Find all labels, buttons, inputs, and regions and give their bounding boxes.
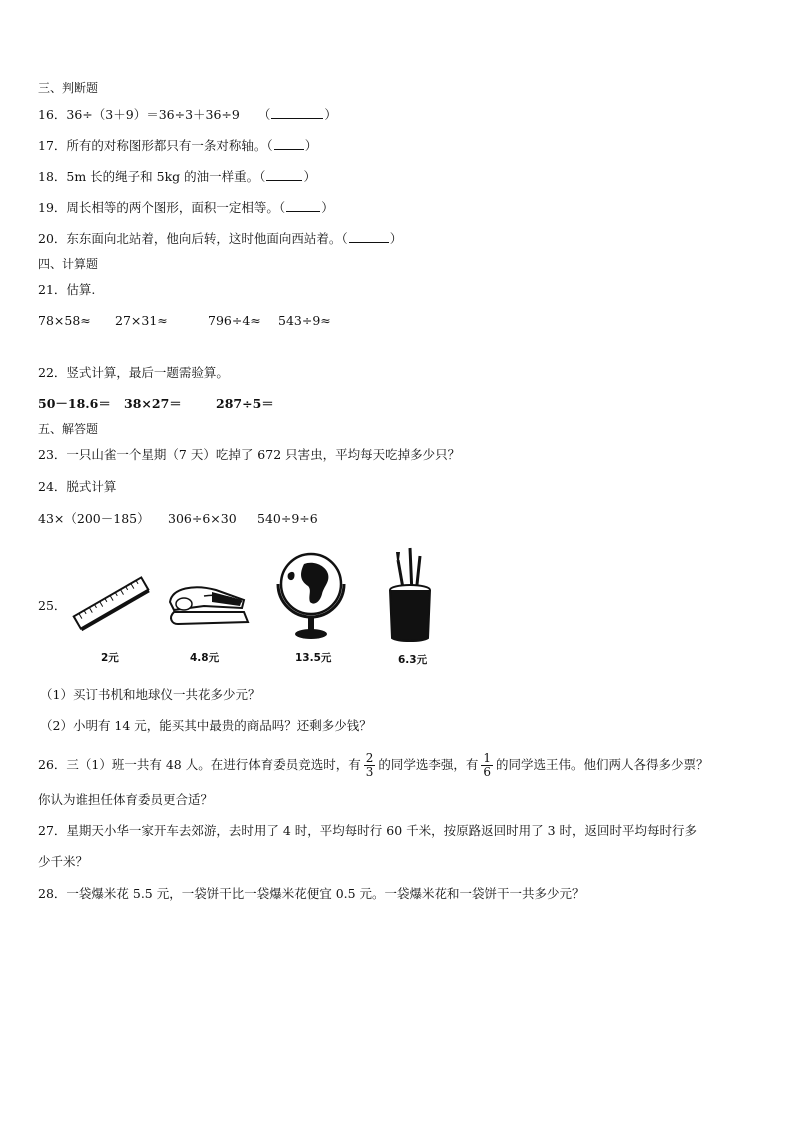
stapler-icon <box>164 580 250 632</box>
question-25-sub2: （2）小明有 14 元，能买其中最贵的商品吗？还剩多少钱？ <box>40 718 372 733</box>
question-20: 20．东东面向北站着，他向后转，这时他面向西站着。（ ） <box>38 231 403 246</box>
fraction-one-sixth: $\frac{1}{6}$ <box>483 751 492 779</box>
pen-holder-price: 6.3元 <box>398 654 428 666</box>
globe-icon <box>274 550 348 646</box>
estimate-item: 78×58≈ <box>38 313 91 328</box>
question-16: 16．36÷（3＋9）＝36÷3＋36÷9 （ ） <box>38 107 337 122</box>
calc-item: 287÷5＝ <box>216 396 274 411</box>
answer-blank[interactable] <box>274 137 304 150</box>
question-23: 23．一只山雀一个星期（7 天）吃掉了 672 只害虫，平均每天吃掉多少只？ <box>38 447 461 462</box>
ruler-price: 2元 <box>101 652 119 664</box>
section-solve-heading: 五、解答题 <box>38 422 99 436</box>
question-26-line2: 你认为谁担任体育委员更合适？ <box>38 792 214 807</box>
question-26: 26．三（1）班一共有 48 人。在进行体育委员竞选时，有 $\frac{2}{3}$ 的同学选李强，有 $\frac{1}{6}$ 的同学选王伟。他们两人各得多少票？ <box>38 751 709 779</box>
answer-blank[interactable] <box>286 199 320 212</box>
question-25-number: 25． <box>38 598 67 613</box>
calc-item: 50－18.6＝ <box>38 396 111 411</box>
calc-item: 306÷6×30 <box>168 511 237 526</box>
stapler-price: 4.8元 <box>190 652 220 664</box>
fraction-two-thirds: $\frac{2}{3}$ <box>365 751 374 779</box>
question-27: 27．星期天小华一家开车去郊游，去时用了 4 时，平均每时行 60 千米，按原路返回时用了 3 时，返回时平均每时行多 <box>38 823 698 838</box>
section-calc-heading: 四、计算题 <box>38 257 99 271</box>
question-text: 36÷（3＋9）＝36÷3＋36÷9 <box>66 107 240 122</box>
section-judge-heading: 三、判断题 <box>38 81 99 95</box>
calc-item: 38×27＝ <box>124 396 182 411</box>
estimate-item: 27×31≈ <box>115 313 168 328</box>
globe-price: 13.5元 <box>295 652 332 664</box>
question-21: 21．估算. <box>38 282 96 297</box>
question-22: 22．竖式计算，最后一题需验算。 <box>38 365 229 380</box>
question-17: 17．所有的对称图形都只有一条对称轴。（ ） <box>38 138 318 153</box>
question-18: 18．5m 长的绳子和 5kg 的油一样重。（ ） <box>38 169 316 184</box>
question-24: 24．脱式计算 <box>38 479 117 494</box>
calc-item: 43×（200－185） <box>38 511 150 526</box>
answer-blank[interactable] <box>349 230 389 243</box>
answer-blank[interactable] <box>271 106 323 119</box>
ruler-icon <box>68 570 154 636</box>
estimate-item: 796÷4≈ <box>208 313 261 328</box>
question-number: 16． <box>38 107 67 122</box>
question-28: 28．一袋爆米花 5.5 元，一袋饼干比一袋爆米花便宜 0.5 元。一袋爆米花和一袋饼干一共多少元？ <box>38 886 585 901</box>
question-25-sub1: （1）买订书机和地球仪一共花多少元？ <box>40 687 261 702</box>
estimate-item: 543÷9≈ <box>278 313 331 328</box>
question-27-line2: 少千米？ <box>38 854 89 869</box>
calc-item: 540÷9÷6 <box>257 511 318 526</box>
pen-holder-icon <box>384 546 434 646</box>
answer-blank[interactable] <box>266 168 302 181</box>
question-19: 19．周长相等的两个图形，面积一定相等。（ ） <box>38 200 334 215</box>
